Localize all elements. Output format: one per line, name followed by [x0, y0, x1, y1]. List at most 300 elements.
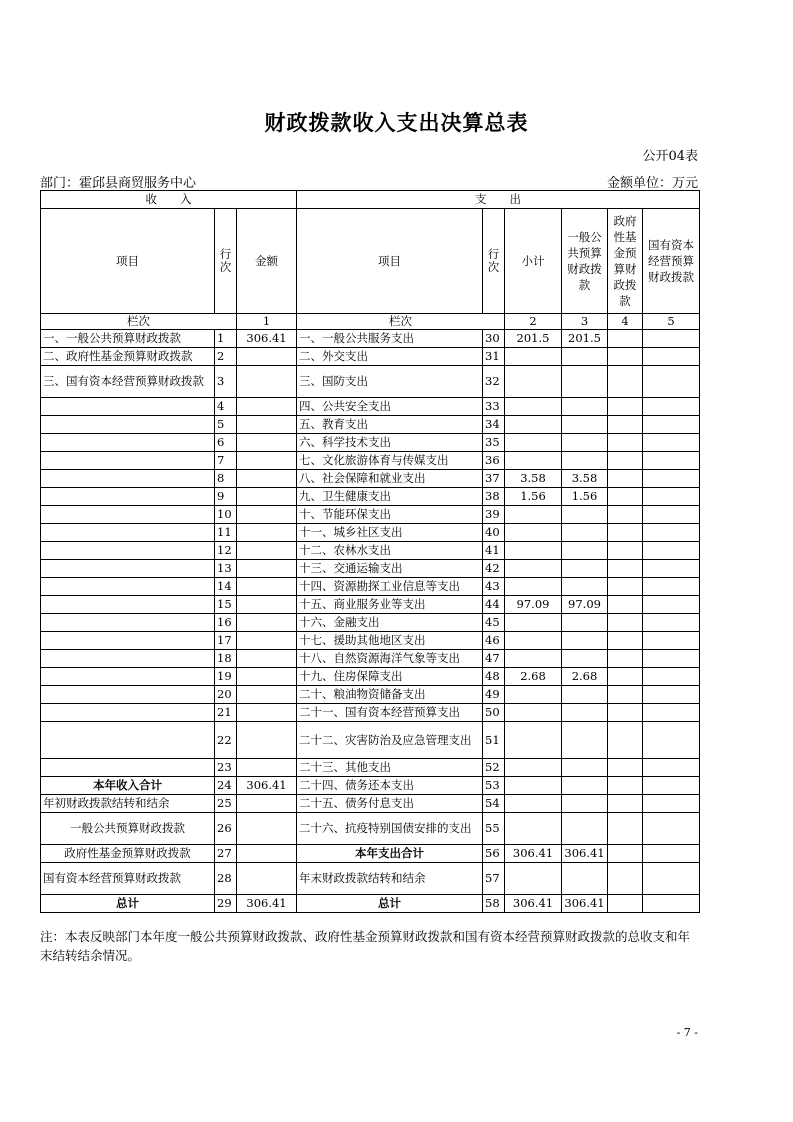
- income-amount-cell: [237, 813, 297, 845]
- income-rowno-cell: 23: [215, 759, 237, 777]
- capital-budget-cell: [643, 704, 700, 722]
- income-rowno-cell: 28: [215, 863, 237, 895]
- general-budget-cell: [562, 578, 608, 596]
- fund-budget-cell: [608, 632, 643, 650]
- expense-item-cell: 十一、城乡社区支出: [297, 524, 483, 542]
- capital-budget-cell: [643, 722, 700, 759]
- expense-item-cell: 二十一、国有资本经营预算支出: [297, 704, 483, 722]
- expense-item-cell: 年末财政拨款结转和结余: [297, 863, 483, 895]
- expense-item-header: 项目: [297, 209, 483, 314]
- table-row: [41, 813, 700, 845]
- income-rowno-cell: 18: [215, 650, 237, 668]
- unit-label: 金额单位：万元: [606, 176, 698, 191]
- column-index-5: 5: [643, 314, 700, 330]
- fund-budget-header: 政府性基金预算财政拨款: [608, 209, 643, 314]
- expense-rowno-cell: 58: [483, 895, 505, 913]
- general-budget-cell: 306.41: [562, 895, 608, 913]
- income-rowno-cell: 17: [215, 632, 237, 650]
- fund-budget-cell: [608, 650, 643, 668]
- expense-rowno-cell: 35: [483, 434, 505, 452]
- expense-rowno-cell: 53: [483, 777, 505, 795]
- income-rowno-header: 行次: [215, 209, 237, 314]
- income-rowno-cell: 9: [215, 488, 237, 506]
- expense-item-cell: 九、卫生健康支出: [297, 488, 483, 506]
- general-budget-cell: [562, 560, 608, 578]
- table-row: [41, 759, 700, 777]
- table-row: [41, 488, 700, 506]
- general-budget-cell: [562, 632, 608, 650]
- general-budget-cell: [562, 686, 608, 704]
- income-rowno-cell: 12: [215, 542, 237, 560]
- capital-budget-cell: [643, 416, 700, 434]
- subtotal-cell: [505, 578, 562, 596]
- subtotal-cell: [505, 650, 562, 668]
- income-amount-cell: [237, 398, 297, 416]
- expense-item-cell: 二十二、灾害防治及应急管理支出: [297, 722, 483, 759]
- expense-rowno-cell: 34: [483, 416, 505, 434]
- general-budget-cell: 201.5: [562, 330, 608, 348]
- fund-budget-cell: [608, 759, 643, 777]
- fund-budget-cell: [608, 470, 643, 488]
- general-budget-cell: [562, 524, 608, 542]
- income-amount-cell: [237, 416, 297, 434]
- subtotal-cell: 201.5: [505, 330, 562, 348]
- subtotal-cell: [505, 632, 562, 650]
- income-rowno-cell: 25: [215, 795, 237, 813]
- income-amount-cell: [237, 863, 297, 895]
- general-budget-cell: [562, 348, 608, 366]
- income-amount-header: 金额: [237, 209, 297, 314]
- income-amount-cell: [237, 470, 297, 488]
- income-rowno-cell: 6: [215, 434, 237, 452]
- expense-rowno-cell: 41: [483, 542, 505, 560]
- income-item-cell: [41, 596, 215, 614]
- expense-rowno-cell: 38: [483, 488, 505, 506]
- income-amount-cell: [237, 542, 297, 560]
- fund-budget-cell: [608, 863, 643, 895]
- income-item-header: 项目: [41, 209, 215, 314]
- fund-budget-cell: [608, 416, 643, 434]
- income-item-cell: [41, 488, 215, 506]
- subtotal-cell: [505, 398, 562, 416]
- general-budget-cell: [562, 704, 608, 722]
- income-amount-cell: [237, 668, 297, 686]
- capital-budget-cell: [643, 506, 700, 524]
- fund-budget-cell: [608, 578, 643, 596]
- general-budget-cell: [562, 813, 608, 845]
- general-budget-cell: [562, 366, 608, 398]
- subtotal-cell: 2.68: [505, 668, 562, 686]
- income-amount-cell: [237, 596, 297, 614]
- subtotal-cell: [505, 686, 562, 704]
- income-rowno-cell: 8: [215, 470, 237, 488]
- general-budget-cell: [562, 452, 608, 470]
- capital-budget-header: 国有资本经营预算财政拨款: [643, 209, 700, 314]
- expense-rowno-cell: 52: [483, 759, 505, 777]
- income-item-cell: 一、一般公共预算财政拨款: [41, 330, 215, 348]
- income-item-cell: 政府性基金预算财政拨款: [41, 845, 215, 863]
- fund-budget-cell: [608, 560, 643, 578]
- general-budget-cell: [562, 650, 608, 668]
- income-rowno-cell: 24: [215, 777, 237, 795]
- income-item-cell: [41, 704, 215, 722]
- capital-budget-cell: [643, 488, 700, 506]
- income-item-cell: 一般公共预算财政拨款: [41, 813, 215, 845]
- income-item-cell: 本年收入合计: [41, 777, 215, 795]
- table-row: [41, 560, 700, 578]
- fund-budget-cell: [608, 722, 643, 759]
- income-amount-cell: [237, 560, 297, 578]
- expense-item-cell: 十四、资源勘探工业信息等支出: [297, 578, 483, 596]
- fund-budget-cell: [608, 348, 643, 366]
- general-budget-cell: [562, 542, 608, 560]
- expense-rowno-cell: 56: [483, 845, 505, 863]
- subtotal-cell: [505, 560, 562, 578]
- table-row: [41, 596, 700, 614]
- fund-budget-cell: [608, 542, 643, 560]
- capital-budget-cell: [643, 452, 700, 470]
- budget-summary-table: [40, 190, 700, 913]
- expense-item-cell: 二十三、其他支出: [297, 759, 483, 777]
- fund-budget-cell: [608, 488, 643, 506]
- expense-rowno-cell: 48: [483, 668, 505, 686]
- expense-rowno-cell: 51: [483, 722, 505, 759]
- table-row: [41, 845, 700, 863]
- expense-item-cell: 七、文化旅游体育与传媒支出: [297, 452, 483, 470]
- subtotal-cell: 97.09: [505, 596, 562, 614]
- income-amount-cell: [237, 524, 297, 542]
- income-item-cell: [41, 434, 215, 452]
- fund-budget-cell: [608, 596, 643, 614]
- table-row: [41, 686, 700, 704]
- income-item-cell: 三、国有资本经营预算财政拨款: [41, 366, 215, 398]
- expense-rowno-cell: 37: [483, 470, 505, 488]
- income-amount-cell: [237, 578, 297, 596]
- table-row: [41, 632, 700, 650]
- page-title: 财政拨款收入支出决算总表: [264, 110, 529, 135]
- table-row: [41, 895, 700, 913]
- income-item-cell: [41, 759, 215, 777]
- expense-rowno-cell: 44: [483, 596, 505, 614]
- general-budget-cell: 306.41: [562, 845, 608, 863]
- subtotal-cell: [505, 704, 562, 722]
- income-item-cell: [41, 578, 215, 596]
- page-number: - 7 -: [676, 1026, 698, 1039]
- fund-budget-cell: [608, 434, 643, 452]
- capital-budget-cell: [643, 470, 700, 488]
- capital-budget-cell: [643, 795, 700, 813]
- fund-budget-cell: [608, 795, 643, 813]
- income-rowno-cell: 1: [215, 330, 237, 348]
- expense-rowno-cell: 30: [483, 330, 505, 348]
- income-amount-cell: [237, 506, 297, 524]
- income-amount-cell: 306.41: [237, 330, 297, 348]
- subtotal-cell: [505, 416, 562, 434]
- table-row: [41, 668, 700, 686]
- general-budget-cell: 97.09: [562, 596, 608, 614]
- income-item-cell: [41, 614, 215, 632]
- general-budget-cell: [562, 614, 608, 632]
- subtotal-cell: [505, 542, 562, 560]
- income-amount-cell: [237, 366, 297, 398]
- income-item-cell: [41, 416, 215, 434]
- expense-rowno-cell: 54: [483, 795, 505, 813]
- table-row: [41, 524, 700, 542]
- expense-item-cell: 十三、交通运输支出: [297, 560, 483, 578]
- income-rowno-cell: 19: [215, 668, 237, 686]
- capital-budget-cell: [643, 524, 700, 542]
- general-budget-cell: 1.56: [562, 488, 608, 506]
- subtotal-cell: 306.41: [505, 895, 562, 913]
- table-row: [41, 650, 700, 668]
- capital-budget-cell: [643, 650, 700, 668]
- capital-budget-cell: [643, 813, 700, 845]
- general-budget-cell: [562, 863, 608, 895]
- income-item-cell: [41, 650, 215, 668]
- column-label-right: 栏次: [297, 314, 505, 330]
- fund-budget-cell: [608, 704, 643, 722]
- general-budget-cell: [562, 416, 608, 434]
- capital-budget-cell: [643, 614, 700, 632]
- fund-budget-cell: [608, 813, 643, 845]
- fund-budget-cell: [608, 398, 643, 416]
- expense-item-cell: 八、社会保障和就业支出: [297, 470, 483, 488]
- subtotal-cell: [505, 434, 562, 452]
- expense-rowno-cell: 43: [483, 578, 505, 596]
- expense-item-cell: 本年支出合计: [297, 845, 483, 863]
- expense-rowno-cell: 57: [483, 863, 505, 895]
- capital-budget-cell: [643, 398, 700, 416]
- subtotal-cell: [505, 863, 562, 895]
- column-index-4: 4: [608, 314, 643, 330]
- department-label: 部门：霍邱县商贸服务中心: [40, 176, 197, 191]
- income-amount-cell: [237, 614, 297, 632]
- fund-budget-cell: [608, 614, 643, 632]
- column-index-1: 1: [237, 314, 297, 330]
- capital-budget-cell: [643, 366, 700, 398]
- table-row: [41, 795, 700, 813]
- general-budget-cell: 2.68: [562, 668, 608, 686]
- income-item-cell: 总计: [41, 895, 215, 913]
- income-amount-cell: [237, 845, 297, 863]
- income-amount-cell: [237, 686, 297, 704]
- capital-budget-cell: [643, 542, 700, 560]
- capital-budget-cell: [643, 596, 700, 614]
- general-budget-cell: [562, 398, 608, 416]
- subtotal-header: 小计: [505, 209, 562, 314]
- fund-budget-cell: [608, 686, 643, 704]
- subtotal-cell: [505, 506, 562, 524]
- income-item-cell: 年初财政拨款结转和结余: [41, 795, 215, 813]
- table-row: [41, 506, 700, 524]
- income-item-cell: [41, 452, 215, 470]
- income-amount-cell: [237, 759, 297, 777]
- income-rowno-cell: 29: [215, 895, 237, 913]
- expense-item-cell: 四、公共安全支出: [297, 398, 483, 416]
- column-index-2: 2: [505, 314, 562, 330]
- expense-item-cell: 总计: [297, 895, 483, 913]
- table-row: [41, 398, 700, 416]
- income-rowno-cell: 13: [215, 560, 237, 578]
- subtotal-cell: [505, 813, 562, 845]
- capital-budget-cell: [643, 348, 700, 366]
- income-rowno-cell: 5: [215, 416, 237, 434]
- income-rowno-cell: 7: [215, 452, 237, 470]
- expense-item-cell: 六、科学技术支出: [297, 434, 483, 452]
- subtotal-cell: 3.58: [505, 470, 562, 488]
- income-rowno-cell: 14: [215, 578, 237, 596]
- subtotal-cell: [505, 614, 562, 632]
- fund-budget-cell: [608, 668, 643, 686]
- income-amount-cell: [237, 488, 297, 506]
- subtotal-cell: 306.41: [505, 845, 562, 863]
- fund-budget-cell: [608, 506, 643, 524]
- table-row: [41, 348, 700, 366]
- income-amount-cell: [237, 795, 297, 813]
- income-rowno-cell: 20: [215, 686, 237, 704]
- expense-item-cell: 二十五、债务付息支出: [297, 795, 483, 813]
- fund-budget-cell: [608, 524, 643, 542]
- expense-item-cell: 十九、住房保障支出: [297, 668, 483, 686]
- table-row: [41, 578, 700, 596]
- expense-rowno-cell: 46: [483, 632, 505, 650]
- income-item-cell: [41, 668, 215, 686]
- capital-budget-cell: [643, 863, 700, 895]
- expense-item-cell: 十八、自然资源海洋气象等支出: [297, 650, 483, 668]
- income-rowno-cell: 4: [215, 398, 237, 416]
- income-amount-cell: 306.41: [237, 895, 297, 913]
- income-rowno-cell: 27: [215, 845, 237, 863]
- income-item-cell: 二、政府性基金预算财政拨款: [41, 348, 215, 366]
- income-amount-cell: [237, 632, 297, 650]
- table-row: [41, 777, 700, 795]
- general-budget-cell: [562, 434, 608, 452]
- expense-rowno-cell: 32: [483, 366, 505, 398]
- income-rowno-cell: 16: [215, 614, 237, 632]
- general-budget-cell: [562, 759, 608, 777]
- income-item-cell: [41, 722, 215, 759]
- capital-budget-cell: [643, 668, 700, 686]
- income-amount-cell: [237, 348, 297, 366]
- expense-item-cell: 十六、金融支出: [297, 614, 483, 632]
- fund-budget-cell: [608, 366, 643, 398]
- column-index-3: 3: [562, 314, 608, 330]
- capital-budget-cell: [643, 895, 700, 913]
- subtotal-cell: [505, 722, 562, 759]
- expense-rowno-header: 行次: [483, 209, 505, 314]
- expense-rowno-cell: 36: [483, 452, 505, 470]
- fund-budget-cell: [608, 895, 643, 913]
- capital-budget-cell: [643, 578, 700, 596]
- subtotal-cell: [505, 759, 562, 777]
- table-row: [41, 434, 700, 452]
- table-row: [41, 470, 700, 488]
- capital-budget-cell: [643, 845, 700, 863]
- expense-rowno-cell: 55: [483, 813, 505, 845]
- expense-rowno-cell: 47: [483, 650, 505, 668]
- income-rowno-cell: 21: [215, 704, 237, 722]
- income-rowno-cell: 10: [215, 506, 237, 524]
- fund-budget-cell: [608, 845, 643, 863]
- income-item-cell: [41, 470, 215, 488]
- income-item-cell: [41, 632, 215, 650]
- income-item-cell: [41, 542, 215, 560]
- income-header: 收 入: [41, 191, 297, 209]
- capital-budget-cell: [643, 686, 700, 704]
- footnote: 注：本表反映部门本年度一般公共预算财政拨款、政府性基金预算财政拨款和国有资本经营预算财政拨款的总收支和年末结转结余情况。: [40, 929, 691, 963]
- subtotal-cell: [505, 795, 562, 813]
- table-row: [41, 452, 700, 470]
- capital-budget-cell: [643, 632, 700, 650]
- income-amount-cell: [237, 434, 297, 452]
- expense-item-cell: 十、节能环保支出: [297, 506, 483, 524]
- income-item-cell: [41, 686, 215, 704]
- expense-item-cell: 五、教育支出: [297, 416, 483, 434]
- table-row: [41, 366, 700, 398]
- fund-budget-cell: [608, 777, 643, 795]
- expense-rowno-cell: 42: [483, 560, 505, 578]
- expense-rowno-cell: 40: [483, 524, 505, 542]
- column-label-left: 栏次: [41, 314, 237, 330]
- table-row: [41, 863, 700, 895]
- capital-budget-cell: [643, 330, 700, 348]
- income-amount-cell: 306.41: [237, 777, 297, 795]
- income-rowno-cell: 3: [215, 366, 237, 398]
- expense-item-cell: 一、一般公共服务支出: [297, 330, 483, 348]
- income-amount-cell: [237, 704, 297, 722]
- general-budget-cell: [562, 722, 608, 759]
- table-row: [41, 704, 700, 722]
- expense-item-cell: 二十四、债务还本支出: [297, 777, 483, 795]
- subtotal-cell: [505, 777, 562, 795]
- expense-item-cell: 二、外交支出: [297, 348, 483, 366]
- capital-budget-cell: [643, 560, 700, 578]
- general-budget-cell: [562, 777, 608, 795]
- general-budget-cell: [562, 795, 608, 813]
- capital-budget-cell: [643, 777, 700, 795]
- income-item-cell: 国有资本经营预算财政拨款: [41, 863, 215, 895]
- income-item-cell: [41, 398, 215, 416]
- income-item-cell: [41, 506, 215, 524]
- general-budget-cell: 3.58: [562, 470, 608, 488]
- fund-budget-cell: [608, 330, 643, 348]
- expense-item-cell: 十二、农林水支出: [297, 542, 483, 560]
- expense-rowno-cell: 39: [483, 506, 505, 524]
- expense-header: 支 出: [297, 191, 700, 209]
- income-amount-cell: [237, 722, 297, 759]
- subtotal-cell: [505, 366, 562, 398]
- income-amount-cell: [237, 452, 297, 470]
- general-budget-header: 一般公共预算财政拨款: [562, 209, 608, 314]
- expense-item-cell: 二十六、抗疫特别国债安排的支出: [297, 813, 483, 845]
- table-row: [41, 330, 700, 348]
- table-row: [41, 416, 700, 434]
- income-rowno-cell: 22: [215, 722, 237, 759]
- expense-rowno-cell: 31: [483, 348, 505, 366]
- expense-item-cell: 三、国防支出: [297, 366, 483, 398]
- fund-budget-cell: [608, 452, 643, 470]
- subtotal-cell: [505, 348, 562, 366]
- capital-budget-cell: [643, 759, 700, 777]
- table-row: [41, 542, 700, 560]
- income-rowno-cell: 15: [215, 596, 237, 614]
- expense-rowno-cell: 49: [483, 686, 505, 704]
- expense-item-cell: 二十、粮油物资储备支出: [297, 686, 483, 704]
- income-item-cell: [41, 524, 215, 542]
- subtotal-cell: [505, 452, 562, 470]
- expense-rowno-cell: 45: [483, 614, 505, 632]
- income-item-cell: [41, 560, 215, 578]
